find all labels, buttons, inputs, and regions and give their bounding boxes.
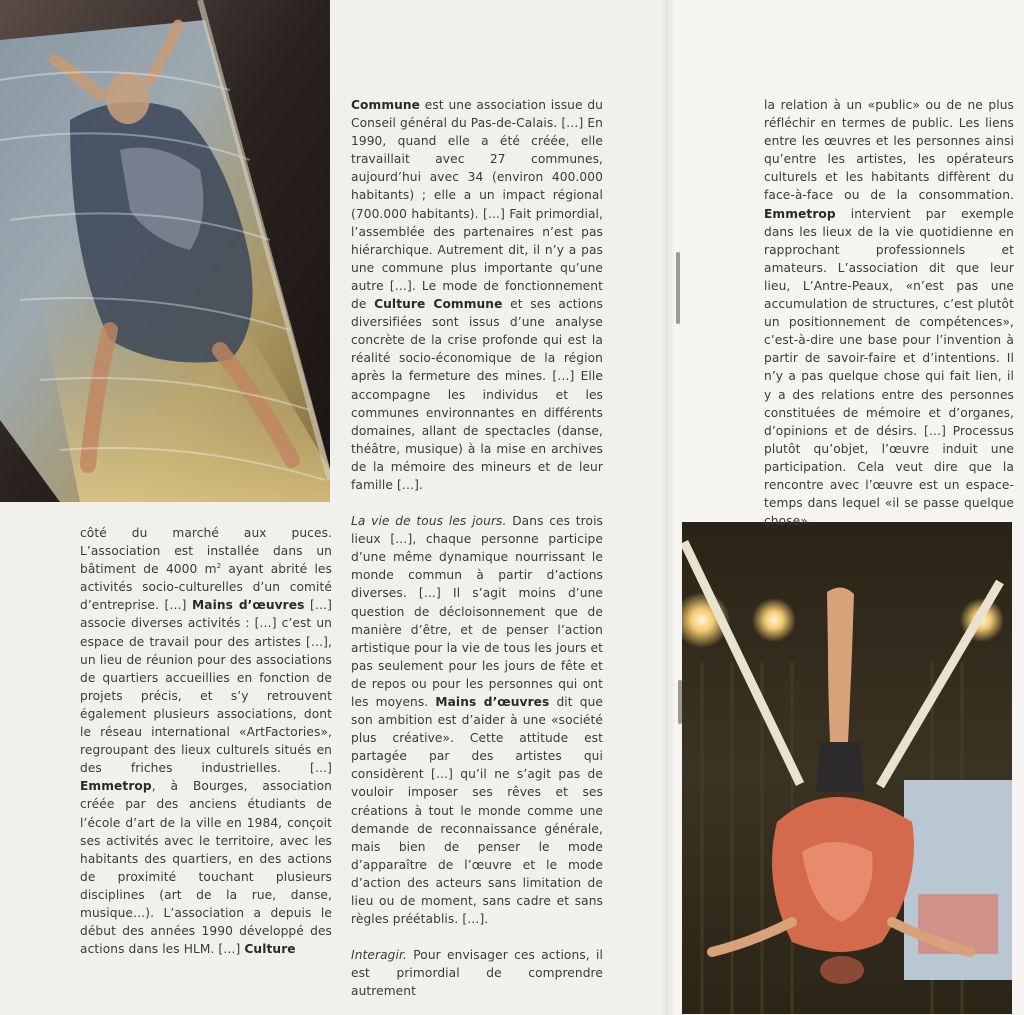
text-span: Dans ces trois lieux […], chaque personne participe d’une même dynamique nourrissant le monde commun à partir d’actions diverses. […] Il s’agit moins d’une question de décloisonnement que de manière d’être, et de penser l’action artistique pour la vie de tous les jours et pas seulement pour les jours de fête et de repos ou pour les personnes qui ont les moyens. bbox=[351, 514, 603, 709]
organization-name: Emmetrop bbox=[764, 206, 836, 221]
section-lead: La vie de tous les jours. bbox=[351, 514, 507, 529]
organization-name: Mains d’œuvres bbox=[435, 695, 550, 709]
organization-name: Culture Commune bbox=[374, 297, 503, 312]
superscript: 2 bbox=[216, 562, 222, 571]
paragraph bbox=[80, 524, 332, 958]
text-span: côté du marché aux puces. L’association est installée dans un bâtiment de 4000 m bbox=[80, 526, 332, 577]
organization-name: Emmetrop bbox=[80, 779, 152, 794]
paragraph bbox=[764, 96, 1014, 530]
performer-plastic-wrap-photo bbox=[0, 0, 330, 502]
photo-illustration bbox=[0, 0, 330, 502]
organization-name: Culture bbox=[244, 942, 296, 957]
text-span: Pour envisager ces actions, il est primordial de comprendre autrement bbox=[351, 948, 603, 999]
paragraph bbox=[351, 946, 603, 1000]
text-column-left bbox=[80, 524, 332, 958]
text-column-middle bbox=[351, 96, 603, 1001]
text-span: ayant abrité les activités socio-culturelles d’un comité d’entreprise. […] bbox=[80, 562, 332, 613]
text-span: intervient par exemple dans les lieux de la vie quotidienne en rapprochant professionnels et amateurs. L’association dit que leur lieu, L’Antre-Peaux, «n’est pas une accumulation de structures, c’est plutôt un positionnement de compétences», c’est-à-dire une base pour l’invention à partir de savoir-faire et d’intentions. Il n’y a pas quelque chose qui fait lien, il y a des relations entre des personnes constituées de mémoire et d’organes, d’opinions et de désirs. […] Processus plutôt qu’objet, l’œuvre induit une participation. Cela veut dire que la rencontre avec l’œuvre est un espace-temps dans lequel «il se passe quelque chose». bbox=[764, 206, 1014, 529]
text-span: , à Bourges, association créée par des anciens étudiants de l’école d’art de la ville en 1984, conçoit ses activités avec le territoire, avec les habitants des quartiers, en des actions de proximité touchant plusieurs disciplines (art de la rue, danse, musique…). L’association a depuis le début des années 1990 développé des actions dans les HLM. […] bbox=[80, 779, 332, 957]
text-span: est une association issue du Conseil général du Pas-de-Calais. […] En 1990, quand elle a été créée, elle travaillait avec 27 communes, aujourd’hui avec 34 (environ 400.000 habitants) ; elle a un impact régional (700.000 habitants). […] Fait primordial, l’assemblée des partenaires n’est pas hiérarchique. Autrement dit, il n’y a pas une commune plus importante qu’une autre […]. Le mode de fonctionnement de bbox=[351, 98, 603, 312]
text-span: et ses actions diversifiées sont issus d’une analyse concrète de la crise profonde qui est la réalité socio-économique de la région après la fermeture des mines. […] Elle accompagne les individus et les communes environnantes en différents domaines, allant de spectacles (danse, théâtre, musique) à la mise en archives de la mémoire des mineurs et de leur famille […]. bbox=[351, 297, 604, 492]
paragraph bbox=[351, 512, 603, 928]
text-column-right bbox=[764, 96, 1014, 530]
text-span: la relation à un «public» ou de ne plus réfléchir en termes de public. Les liens entre les œuvres et les personnes ainsi qu’entre les artistes, les opérateurs culturels et les habitants diffèrent du face-à-face ou de la consommation. bbox=[764, 98, 1014, 203]
aerial-performer-photo bbox=[682, 522, 1012, 1014]
organization-name: Mains d’œuvres bbox=[192, 598, 305, 613]
text-span: […] associe diverses activités : […] c’est un espace de travail pour des artistes […], un lieu de réunion pour des associations de quartiers accueillies en fonction de projets précis, et s’y retrouvent également plusieurs associations, dont le réseau international «ArtFactories», regroupant des lieux culturels situés en des friches industrielles. […] bbox=[80, 598, 332, 776]
organization-name: Commune bbox=[351, 98, 421, 112]
photo-illustration bbox=[682, 522, 1012, 1014]
page-gutter bbox=[660, 0, 676, 1015]
text-span: dit que son ambition est d’aider à une «société plus créative». Cette attitude est partagée par des artistes qui considèrent […] qu’il ne s’agit pas de vouloir imposer ses rêves et ses créations à tout le monde comme une demande de reconnaissance générale, mais bien de penser le mode d’apparaître de l’œuvre et le mode d’action des acteurs sans limitation de lieu ou de moment, sans cadre et sans règles préétablis. […]. bbox=[351, 695, 603, 927]
staple bbox=[676, 252, 680, 324]
paragraph bbox=[351, 96, 603, 494]
section-lead: Interagir. bbox=[351, 948, 407, 963]
